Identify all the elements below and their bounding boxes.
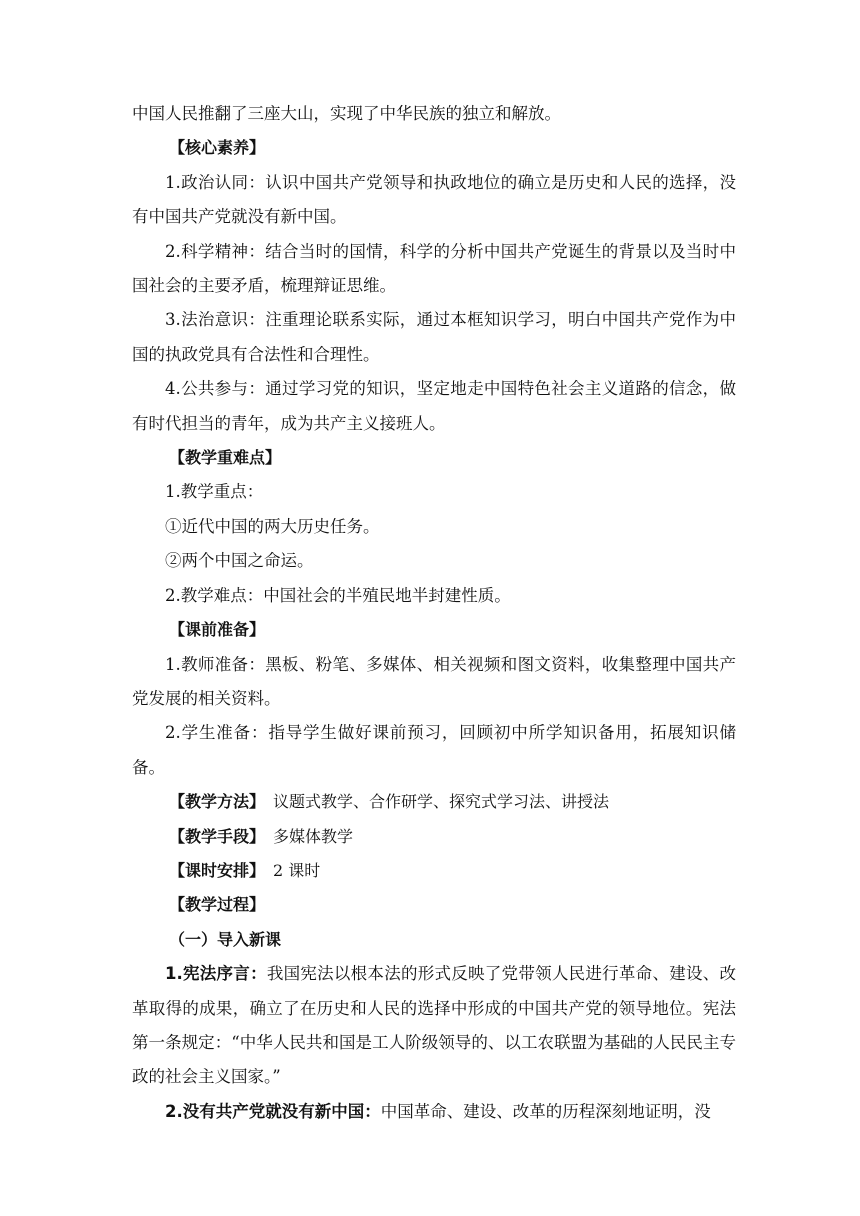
process-item-2-text: 中国革命、建设、改革的历程深刻地证明，没 xyxy=(380,1101,711,1121)
process-item-2-label: 2.没有共产党就没有新中国： xyxy=(165,1101,381,1121)
key-points-focus-item-1: ①近代中国的两大历史任务。 xyxy=(165,516,380,536)
schedule-line xyxy=(132,854,736,888)
means-value: 多媒体教学 xyxy=(273,826,354,846)
schedule-value: 2 课时 xyxy=(273,860,321,880)
method-label: 【教学方法】 xyxy=(169,792,266,812)
schedule-label: 【课时安排】 xyxy=(169,860,266,880)
process-heading: 【教学过程】 xyxy=(169,895,266,915)
core-literacy-item-4: 4.公共参与：通过学习党的知识，坚定地走中国特色社会主义道路的信念，做有时代担当的青年，成为共产主义接班人。 xyxy=(132,379,736,433)
method-value: 议题式教学、合作研学、探究式学习法、讲授法 xyxy=(273,792,610,812)
core-literacy-item-2: 2.科学精神：结合当时的国情，科学的分析中国共产党诞生的背景以及当时中国社会的主要矛盾，梳理辩证思维。 xyxy=(132,241,736,296)
means-line xyxy=(132,820,736,854)
process-item-1 xyxy=(132,957,736,1095)
means-label: 【教学手段】 xyxy=(169,826,266,846)
document-body xyxy=(132,97,736,1129)
key-points-focus: 1.教学重点： xyxy=(165,482,264,502)
process-item-1-text: 我国宪法以根本法的形式反映了党带领人民进行革命、建设、改革取得的成果，确立了在历史和人民的选择中形成的中国共产党的领导地位。宪法第一条规定：“中华人民共和国是工人阶级领导的、以工农联盟为基础的人民民主专政的社会主义国家。” xyxy=(132,964,737,1087)
core-literacy-item-1: 1.政治认同：认识中国共产党领导和执政地位的确立是历史和人民的选择，没有中国共产党就没有新中国。 xyxy=(132,172,736,227)
preparation-teacher: 1.教师准备：黑板、粉笔、多媒体、相关视频和图文资料，收集整理中国共产党发展的相关资料。 xyxy=(132,654,736,708)
process-item-1-label: 1.宪法序言： xyxy=(165,964,267,984)
process-item-2 xyxy=(132,1095,736,1129)
preparation-heading: 【课前准备】 xyxy=(169,620,266,640)
core-literacy-heading: 【核心素养】 xyxy=(169,138,266,158)
method-line xyxy=(132,785,736,819)
core-literacy-item-3: 3.法治意识：注重理论联系实际，通过本框知识学习，明白中国共产党作为中国的执政党具有合法性和合理性。 xyxy=(132,310,736,364)
key-points-difficulty: 2.教学难点：中国社会的半殖民地半封建性质。 xyxy=(165,585,511,605)
intro-line: 中国人民推翻了三座大山，实现了中华民族的独立和解放。 xyxy=(132,104,561,123)
preparation-student: 2.学生准备：指导学生做好课前预习，回顾初中所学知识备用，拓展知识储备。 xyxy=(132,723,736,777)
process-section-1: （一）导入新课 xyxy=(169,929,282,949)
key-points-heading: 【教学重难点】 xyxy=(169,448,282,468)
key-points-focus-item-2: ②两个中国之命运。 xyxy=(165,551,314,571)
